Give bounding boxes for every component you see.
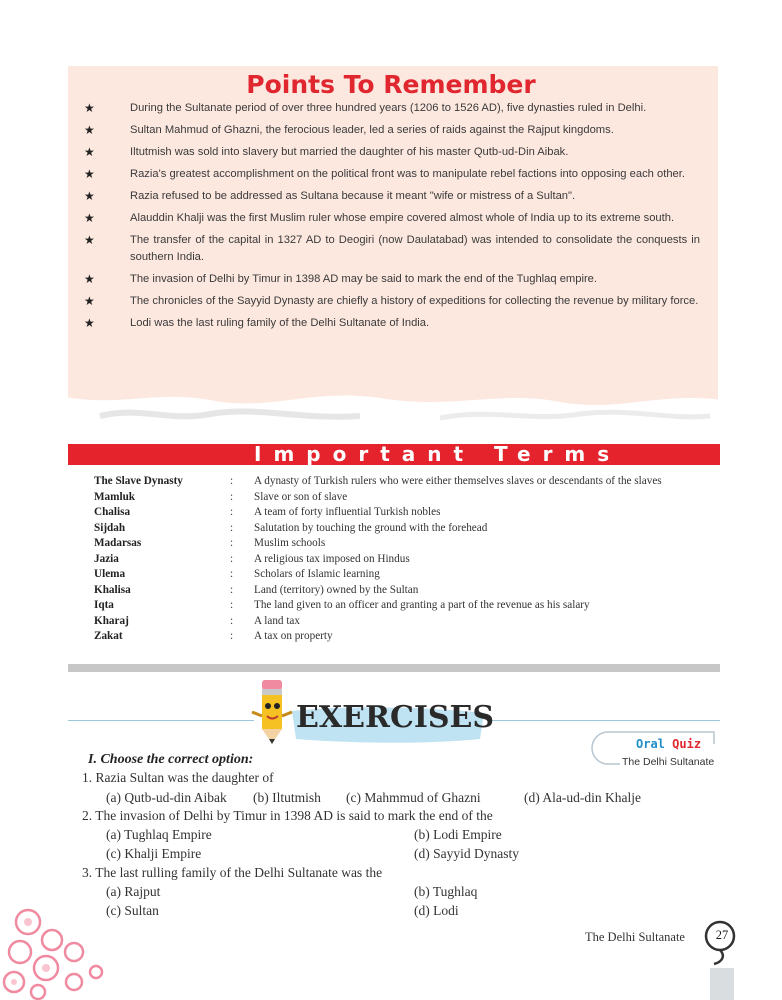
table-row: Kharaj : A land tax bbox=[94, 614, 300, 627]
pencil-mascot-icon bbox=[248, 676, 296, 746]
list-item: ★ During the Sultanate period of over three hundred years (1206 to 1526 AD), five dynasties ruled in Delhi. bbox=[84, 101, 647, 115]
oral-quiz-label: Oral Quiz bbox=[636, 737, 702, 751]
table-row: Iqta : The land given to an officer and granting a part of the revenue as his salary bbox=[94, 599, 590, 611]
star-icon: ★ bbox=[84, 233, 95, 247]
option: (d) Sayyid Dynasty bbox=[414, 846, 519, 861]
option: (c) Sultan bbox=[106, 903, 159, 918]
points-to-remember-title: Points To Remember bbox=[246, 70, 536, 99]
option: (d) Ala-ud-din Khalje bbox=[524, 790, 641, 805]
table-row: The Slave Dynasty : A dynasty of Turkish rulers who were either themselves slaves or descendants of the slaves bbox=[94, 475, 662, 487]
option: (b) Iltutmish bbox=[253, 790, 321, 805]
torn-paper-edge bbox=[60, 386, 722, 436]
page-number: 27 bbox=[715, 928, 729, 942]
table-row: Jazia : A religious tax imposed on Hindus bbox=[94, 552, 410, 565]
list-item: ★ The chronicles of the Sayyid Dynasty are chiefly a history of expeditions for collecting the revenue by military force. bbox=[84, 293, 699, 308]
option: (b) Tughlaq bbox=[414, 884, 478, 899]
list-item: ★ Razia's greatest accomplishment on the political front was to manipulate rebel factions into opposing each other. bbox=[84, 167, 685, 181]
question-3: 3. The last rulling family of the Delhi Sultanate was the bbox=[82, 865, 383, 880]
star-icon: ★ bbox=[84, 315, 95, 330]
oral-quiz-subtitle: The Delhi Sultanate bbox=[622, 756, 715, 768]
star-icon: ★ bbox=[84, 145, 95, 159]
table-row: Zakat : A tax on property bbox=[94, 630, 333, 642]
option: (d) Lodi bbox=[414, 903, 459, 918]
points-list bbox=[84, 100, 700, 337]
table-row: Mamluk : Slave or son of slave bbox=[94, 490, 348, 503]
list-item: ★ Sultan Mahmud of Ghazni, the ferocious leader, led a series of raids against the Rajput kingdoms. bbox=[84, 123, 614, 137]
divider bbox=[68, 720, 254, 721]
list-item: ★ Iltutmish was sold into slavery but married the daughter of his master Qutb-ud-Din Aibak. bbox=[84, 145, 569, 159]
table-row: Sijdah : Salutation by touching the ground with the forehead bbox=[94, 521, 488, 534]
page-edge-bar bbox=[710, 968, 734, 1000]
list-item: ★ The invasion of Delhi by Timur in 1398 AD may be said to mark the end of the Tughlaq empire. bbox=[84, 271, 598, 286]
star-icon: ★ bbox=[84, 211, 95, 225]
question-2: 2. The invasion of Delhi by Timur in 1398 AD is said to mark the end of the bbox=[82, 808, 493, 823]
star-icon: ★ bbox=[84, 271, 95, 286]
section-heading: I. Choose the correct option: bbox=[88, 752, 254, 767]
table-row: Chalisa : A team of forty influential Turkish nobles bbox=[94, 506, 441, 518]
option: (c) Khalji Empire bbox=[106, 846, 202, 861]
list-item: ★ The transfer of the capital in 1327 AD to Deogiri (now Daulatabad) was intended to consolidate the conquests in southern India. bbox=[84, 233, 700, 263]
list-item: ★ Razia refused to be addressed as Sultana because it meant "wife or mistress of a Sultan". bbox=[84, 189, 576, 203]
star-icon: ★ bbox=[84, 101, 95, 115]
important-terms-title: Important Terms bbox=[254, 442, 622, 466]
option: (a) Tughlaq Empire bbox=[106, 827, 212, 842]
table-row: Madarsas : Muslim schools bbox=[94, 537, 326, 549]
decorative-circles-icon bbox=[0, 900, 110, 1000]
exercises-title: EXERCISES bbox=[296, 700, 495, 735]
option: (a) Rajput bbox=[106, 884, 161, 899]
list-item: ★ Alauddin Khalji was the first Muslim ruler whose empire covered almost whole of India up to its extreme south. bbox=[84, 211, 675, 225]
question-1: 1. Razia Sultan was the daughter of bbox=[82, 770, 274, 785]
option: (a) Qutb-ud-din Aibak bbox=[106, 790, 227, 805]
page-number-badge bbox=[700, 918, 736, 968]
star-icon: ★ bbox=[84, 167, 95, 181]
footer-chapter-name: The Delhi Sultanate bbox=[585, 930, 685, 944]
divider bbox=[68, 664, 720, 672]
terms-table bbox=[94, 474, 714, 645]
star-icon: ★ bbox=[84, 189, 95, 203]
star-icon: ★ bbox=[84, 123, 95, 137]
list-item: ★ Lodi was the last ruling family of the Delhi Sultanate of India. bbox=[84, 315, 430, 330]
option: (b) Lodi Empire bbox=[414, 827, 502, 842]
star-icon: ★ bbox=[84, 293, 95, 308]
option: (c) Mahmmud of Ghazni bbox=[346, 790, 481, 805]
divider bbox=[490, 720, 720, 721]
table-row: Khalisa : Land (territory) owned by the Sultan bbox=[94, 583, 419, 596]
table-row: Ulema : Scholars of Islamic learning bbox=[94, 568, 380, 580]
